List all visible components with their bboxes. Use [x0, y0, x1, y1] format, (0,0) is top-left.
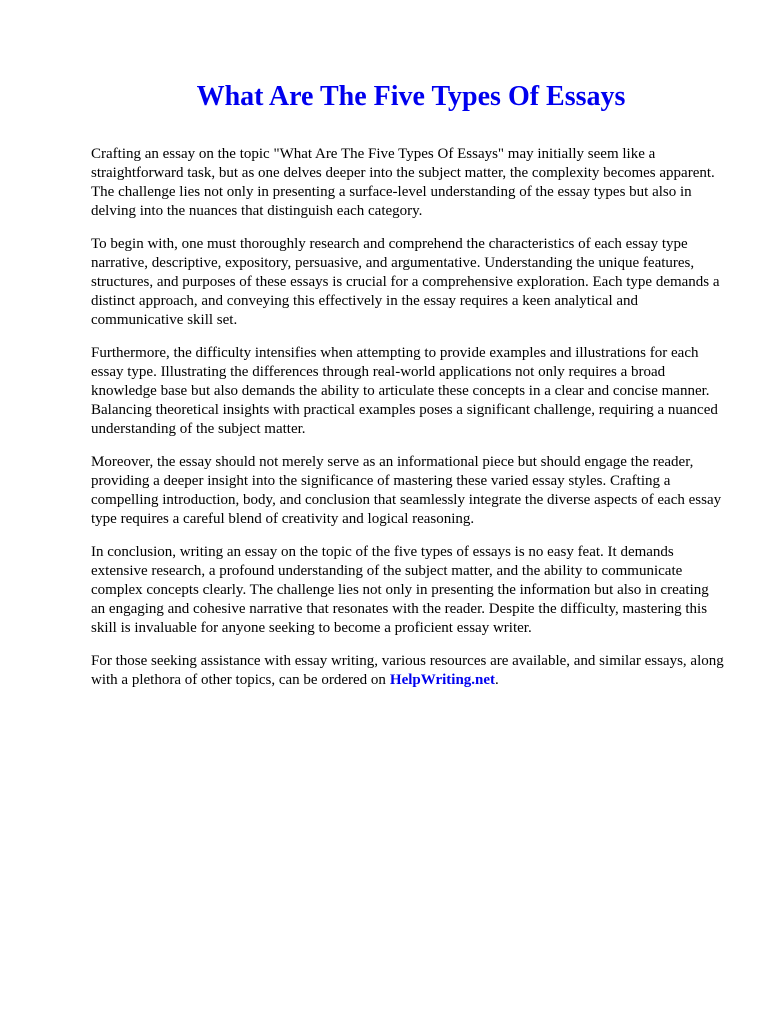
paragraph-engagement: Moreover, the essay should not merely serve as an informational piece but should engage the reader, providing a deeper insight into the significance of mastering these varied essay styles. Crafting a compelling introduction, body, and conclusion that seamlessly integrate the diverse aspects of each essay type requires a careful blend of creativity and logical reasoning. [91, 454, 722, 527]
page-title: What Are The Five Types Of Essays [196, 81, 626, 112]
paragraph-examples: Furthermore, the difficulty intensifies when attempting to provide examples and illustrations for each essay type. Illustrating the differences through real-world applications not only requires a broad knowledge base but also demands the ability to articulate these concepts in a clear and concise manner. Balancing theoretical insights with practical examples poses a significant challenge, requiring a nuanced understanding of the subject matter. [91, 345, 718, 437]
document-body [91, 145, 725, 704]
paragraph-research: To begin with, one must thoroughly research and comprehend the characteristics of each essay type narrative, descriptive, expository, persuasive, and argumentative. Understanding the unique features, structures, and purposes of these essays is crucial for a comprehensive exploration. Each type demands a distinct approach, and conveying this effectively in the essay requires a keen analytical and communicative skill set. [91, 236, 720, 328]
paragraph-closing [91, 652, 725, 690]
paragraph-intro: Crafting an essay on the topic "What Are The Five Types Of Essays" may initially seem like a straightforward task, but as one delves deeper into the subject matter, the complexity becomes apparent. The challenge lies not only in presenting a surface-level understanding of the essay types but also in delving into the nuances that distinguish each category. [91, 146, 715, 219]
closing-suffix: . [495, 672, 499, 688]
helpwriting-link[interactable]: HelpWriting.net [389, 672, 496, 688]
paragraph-conclusion: In conclusion, writing an essay on the topic of the five types of essays is no easy feat. It demands extensive research, a profound understanding of the subject matter, and the ability to communicate complex concepts clearly. The challenge lies not only in presenting the information but also in creating an engaging and cohesive narrative that resonates with the reader. Despite the difficulty, mastering this skill is invaluable for anyone seeking to become a proficient essay writer. [91, 544, 709, 636]
closing-text: For those seeking assistance with essay writing, various resources are available, and similar essays, along with a plethora of other topics, can be ordered on [91, 653, 724, 688]
